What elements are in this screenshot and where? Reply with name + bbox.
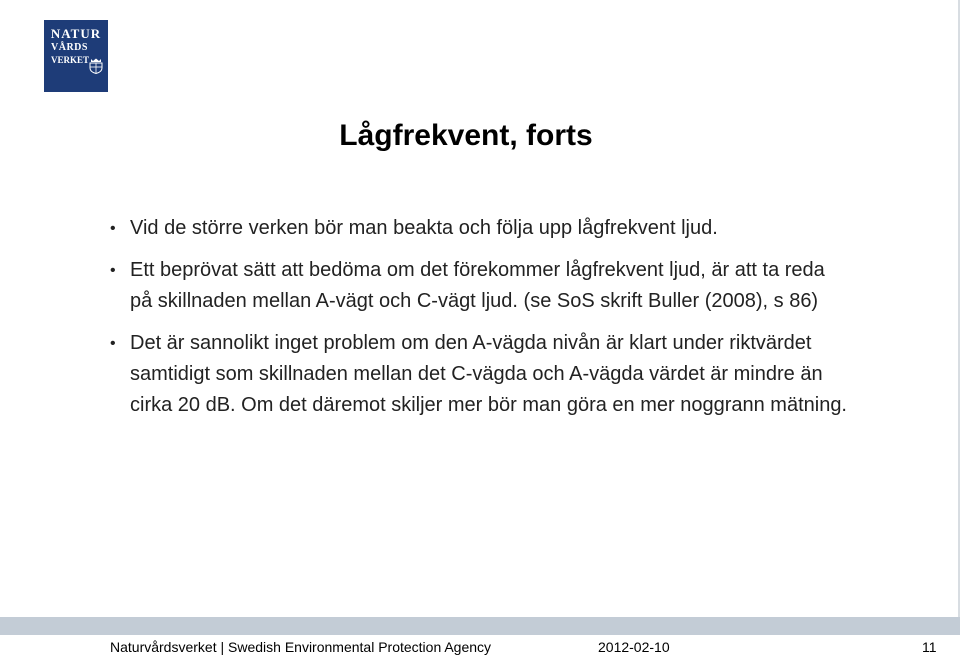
bullet-icon: • bbox=[110, 335, 116, 352]
crest-icon bbox=[89, 58, 103, 74]
bullet-text: Vid de större verken bör man beakta och följa upp lågfrekvent ljud. bbox=[130, 217, 718, 239]
bullet-item bbox=[110, 328, 850, 421]
bullet-item bbox=[110, 213, 850, 244]
naturvardsverket-logo bbox=[44, 20, 108, 92]
slide-footer bbox=[0, 638, 960, 657]
footer-organization: Naturvårdsverket | Swedish Environmental Protection Agency bbox=[110, 639, 492, 655]
bullet-icon: • bbox=[110, 262, 116, 279]
bullet-text: Det är sannolikt inget problem om den A-vägda nivån är klart under riktvärdet samtidigt som skillnaden mellan det C-vägda och A-vägda värdet är mindre än cirka 20 dB. Om det däremot skiljer mer bör man göra en mer noggrann mätning. bbox=[130, 332, 847, 416]
bullet-item bbox=[110, 255, 850, 317]
logo-line-1: NATUR bbox=[50, 26, 102, 41]
footer-bar bbox=[0, 617, 960, 635]
footer-date: 2012-02-10 bbox=[598, 639, 670, 655]
logo-line-2: VÅRDS bbox=[51, 42, 88, 53]
slide-title: Lågfrekvent, forts bbox=[339, 119, 593, 152]
bullet-text: Ett beprövat sätt att bedöma om det förekommer lågfrekvent ljud, är att ta reda på skillnaden mellan A-vägt och C-vägt ljud. (se SoS skrift Buller (2008), s 86) bbox=[130, 259, 825, 312]
bullet-list bbox=[110, 213, 850, 432]
bullet-icon: • bbox=[110, 220, 116, 237]
footer-page-number: 11 bbox=[922, 639, 937, 655]
logo-line-3: VERKET bbox=[51, 55, 90, 65]
